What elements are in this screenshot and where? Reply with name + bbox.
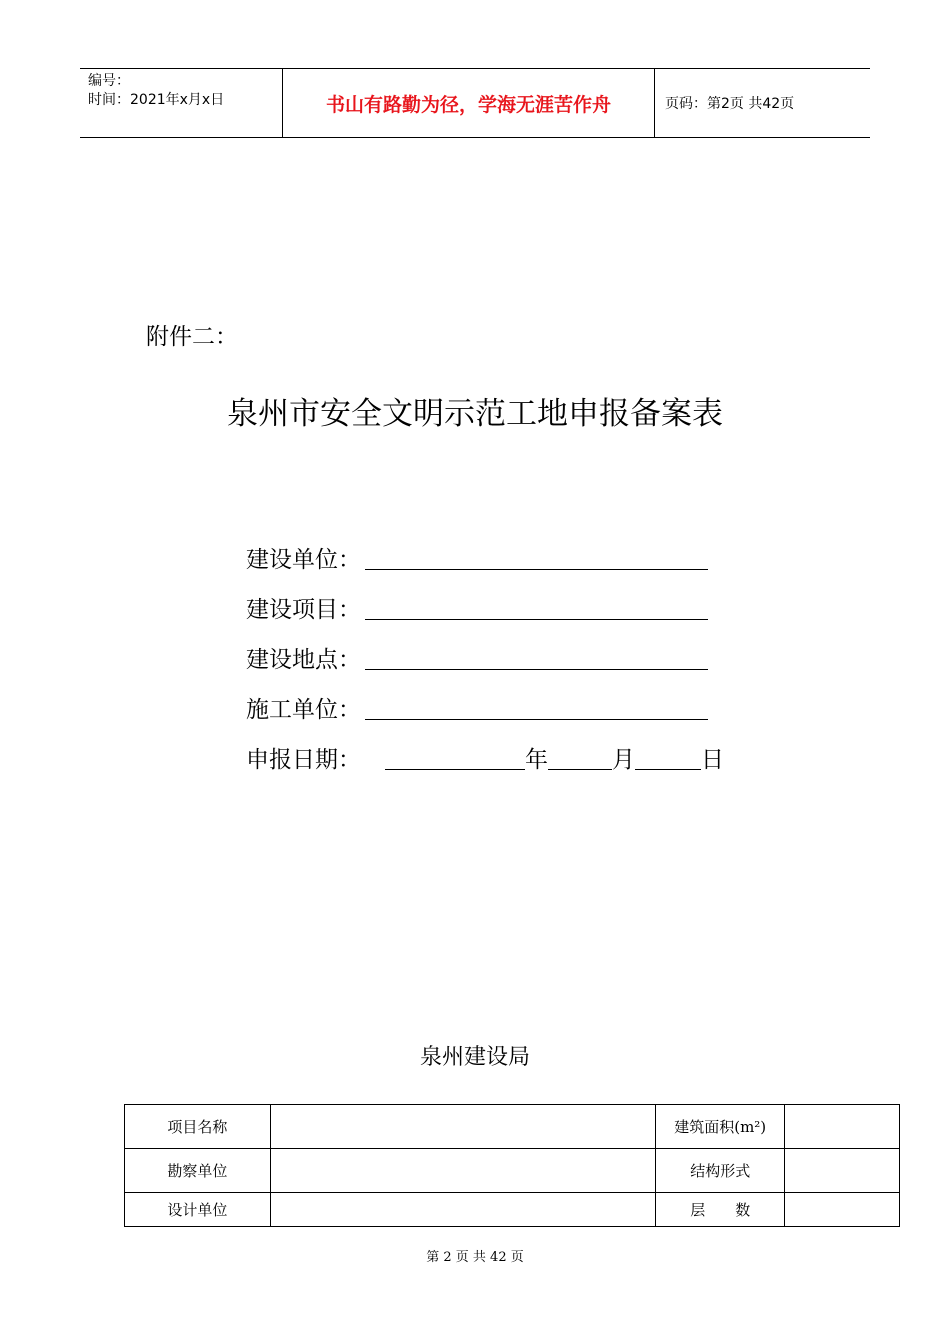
- field-label: 建设地点：: [246, 647, 361, 673]
- day-blank: [635, 765, 701, 770]
- table-value-cell: [785, 1105, 900, 1149]
- table-row: [125, 1149, 900, 1193]
- field-label: 建设单位：: [246, 547, 361, 573]
- table-label-cell: 项目名称: [125, 1105, 271, 1149]
- blank-line: [365, 615, 708, 620]
- table-value-cell: [270, 1193, 655, 1227]
- header-motto: 书山有路勤为径，学海无涯苦作舟: [282, 69, 655, 137]
- header-page-number: 页码：第2页 共42页: [665, 96, 795, 112]
- table-value-cell: [785, 1193, 900, 1227]
- table-label-cell: 设计单位: [125, 1193, 271, 1227]
- month-blank: [548, 765, 612, 770]
- blank-line: [365, 715, 708, 720]
- table-row: [125, 1193, 900, 1227]
- table-label-cell: 勘察单位: [125, 1149, 271, 1193]
- blank-line: [365, 665, 708, 670]
- document-title: 泉州市安全文明示范工地申报备案表: [227, 396, 723, 432]
- day-label: 日: [701, 747, 724, 773]
- table-value-cell: [785, 1149, 900, 1193]
- blank-line: [365, 565, 708, 570]
- field-application-date: [246, 740, 724, 774]
- year-label: 年: [525, 747, 548, 773]
- attachment-label: 附件二：: [146, 324, 238, 350]
- table-row: [125, 1105, 900, 1149]
- month-label: 月: [612, 747, 635, 773]
- header-meta: [80, 69, 282, 137]
- table-value-cell: [270, 1149, 655, 1193]
- field-construction-project: [246, 590, 708, 624]
- field-construction-unit: [246, 540, 708, 574]
- field-label: 施工单位：: [246, 697, 361, 723]
- field-label: 申报日期：: [246, 747, 361, 773]
- field-builder-unit: [246, 690, 708, 724]
- table-label-cell: 建筑面积(m²): [656, 1105, 785, 1149]
- year-blank: [385, 765, 525, 770]
- table-value-cell: [270, 1105, 655, 1149]
- issuer-name: 泉州建设局: [419, 1045, 530, 1070]
- document-time-label: 时间：2021年x月x日: [88, 92, 225, 108]
- document-number-label: 编号：: [88, 73, 130, 89]
- field-label: 建设项目：: [246, 597, 361, 623]
- table-label-cell: 层 数: [656, 1193, 785, 1227]
- document-header: [80, 68, 870, 138]
- field-construction-site: [246, 640, 708, 674]
- table-label-cell: 结构形式: [656, 1149, 785, 1193]
- project-info-table: [124, 1104, 900, 1227]
- page-footer: 第 2 页 共 42 页: [426, 1250, 524, 1265]
